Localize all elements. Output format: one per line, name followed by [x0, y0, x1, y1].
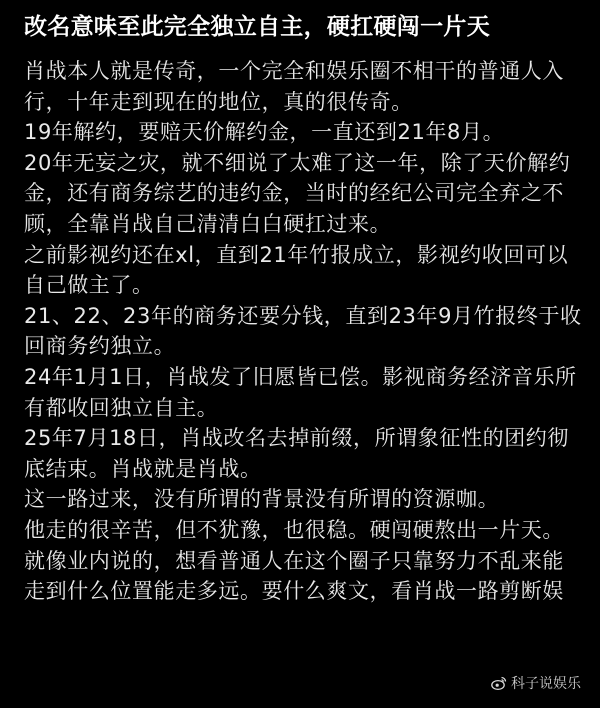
- post-paragraph: 19年解约，要赔天价解约金，一直还到21年8月。: [24, 120, 505, 145]
- post-paragraph: 25年7月18日，肖战改名去掉前缀，所谓象征性的团约彻底结束。肖战就是肖战。: [24, 426, 570, 481]
- source-watermark: [488, 672, 584, 694]
- post-paragraph: 24年1月1日，肖战发了旧愿皆已偿。影视商务经济音乐所有都收回独立自主。: [24, 364, 577, 420]
- watermark-text: 科子说娱乐: [511, 676, 581, 692]
- post-body: [24, 56, 582, 607]
- weibo-logo-icon: [491, 675, 507, 691]
- post-paragraph: 这一路过来，没有所谓的背景没有所谓的资源咖。: [24, 487, 500, 512]
- post-paragraph: 肖战本人就是传奇，一个完全和娱乐圈不相干的普通人入行，十年走到现在的地位，真的很传奇。: [24, 59, 564, 114]
- post-title: 改名意味至此完全独立自主，硬扛硬闯一片天: [24, 14, 490, 40]
- post-paragraph: 20年无妄之灾，就不细说了太难了这一年，除了天价解约金，还有商务综艺的违约金，当时的经纪公司完全弃之不顾，全靠肖战自己清清白白硬扛过来。: [24, 150, 571, 236]
- post-paragraph: 之前影视约还在xl，直到21年竹报成立，影视约收回可以自己做主了。: [24, 242, 569, 298]
- post-paragraph: 他走的很辛苦，但不犹豫，也很稳。硬闯硬熬出一片天。: [24, 517, 564, 542]
- post-paragraph: 21、22、23年的商务还要分钱，直到23年9月竹报终于收回商务约独立。: [24, 303, 582, 359]
- post-paragraph: 就像业内说的，想看普通人在这个圈子只靠努力不乱来能走到什么位置能走多远。要什么爽文，看肖战一路剪断娱: [24, 548, 564, 604]
